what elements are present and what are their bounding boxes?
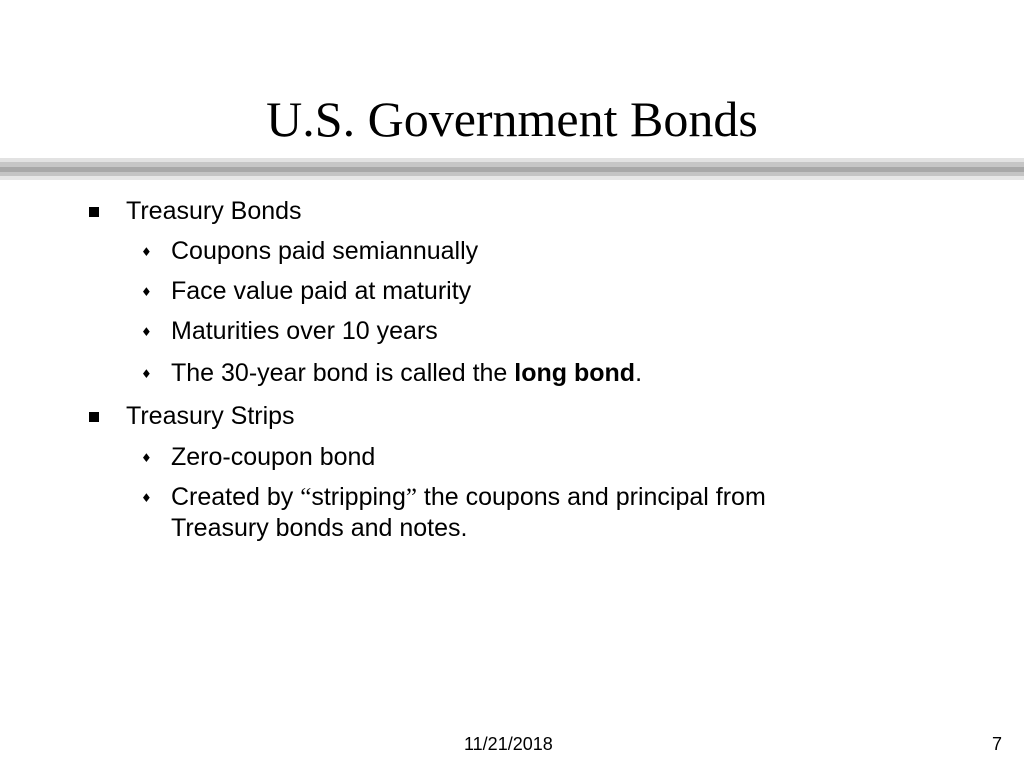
list-item <box>126 401 295 431</box>
list-item-text: Zero-coupon bond <box>171 443 376 471</box>
open-quote: “ <box>300 484 312 511</box>
diamond-bullet-icon: ♦ <box>141 285 152 299</box>
list-item <box>141 276 472 307</box>
diamond-bullet-icon: ♦ <box>141 325 152 339</box>
list-item <box>141 236 479 267</box>
list-item <box>141 316 438 347</box>
list-item-text: . <box>635 359 643 387</box>
divider-band <box>0 176 1024 180</box>
slide-title: U.S. Government Bonds <box>266 91 758 147</box>
list-item-text: Created by <box>171 483 301 511</box>
list-item <box>141 442 376 473</box>
list-item-text-continued: Treasury bonds and notes. <box>171 514 468 542</box>
list-item <box>126 196 302 226</box>
list-item-text: Treasury Strips <box>126 402 295 430</box>
list-item-text: the coupons and principal from <box>416 483 766 511</box>
diamond-bullet-icon: ♦ <box>141 451 152 465</box>
title-divider <box>0 158 1024 182</box>
quoted-word: stripping <box>311 483 406 511</box>
slide-number: 7 <box>991 734 1002 754</box>
list-item <box>141 358 643 389</box>
list-item <box>141 482 766 544</box>
long-bond-term: long bond <box>514 359 636 387</box>
list-item-text: Coupons paid semiannually <box>171 237 479 265</box>
list-item-text: Maturities over 10 years <box>171 317 438 345</box>
list-item-text: The 30-year bond is called the <box>171 359 515 387</box>
square-bullet-icon <box>89 412 99 422</box>
list-item-text: Face value paid at maturity <box>171 277 472 305</box>
diamond-bullet-icon: ♦ <box>141 245 152 259</box>
diamond-bullet-icon: ♦ <box>141 367 152 381</box>
close-quote: ” <box>405 484 417 511</box>
list-item-text: Treasury Bonds <box>126 197 302 225</box>
square-bullet-icon <box>89 207 99 217</box>
footer-date: 11/21/2018 <box>464 734 553 754</box>
diamond-bullet-icon: ♦ <box>141 491 152 505</box>
